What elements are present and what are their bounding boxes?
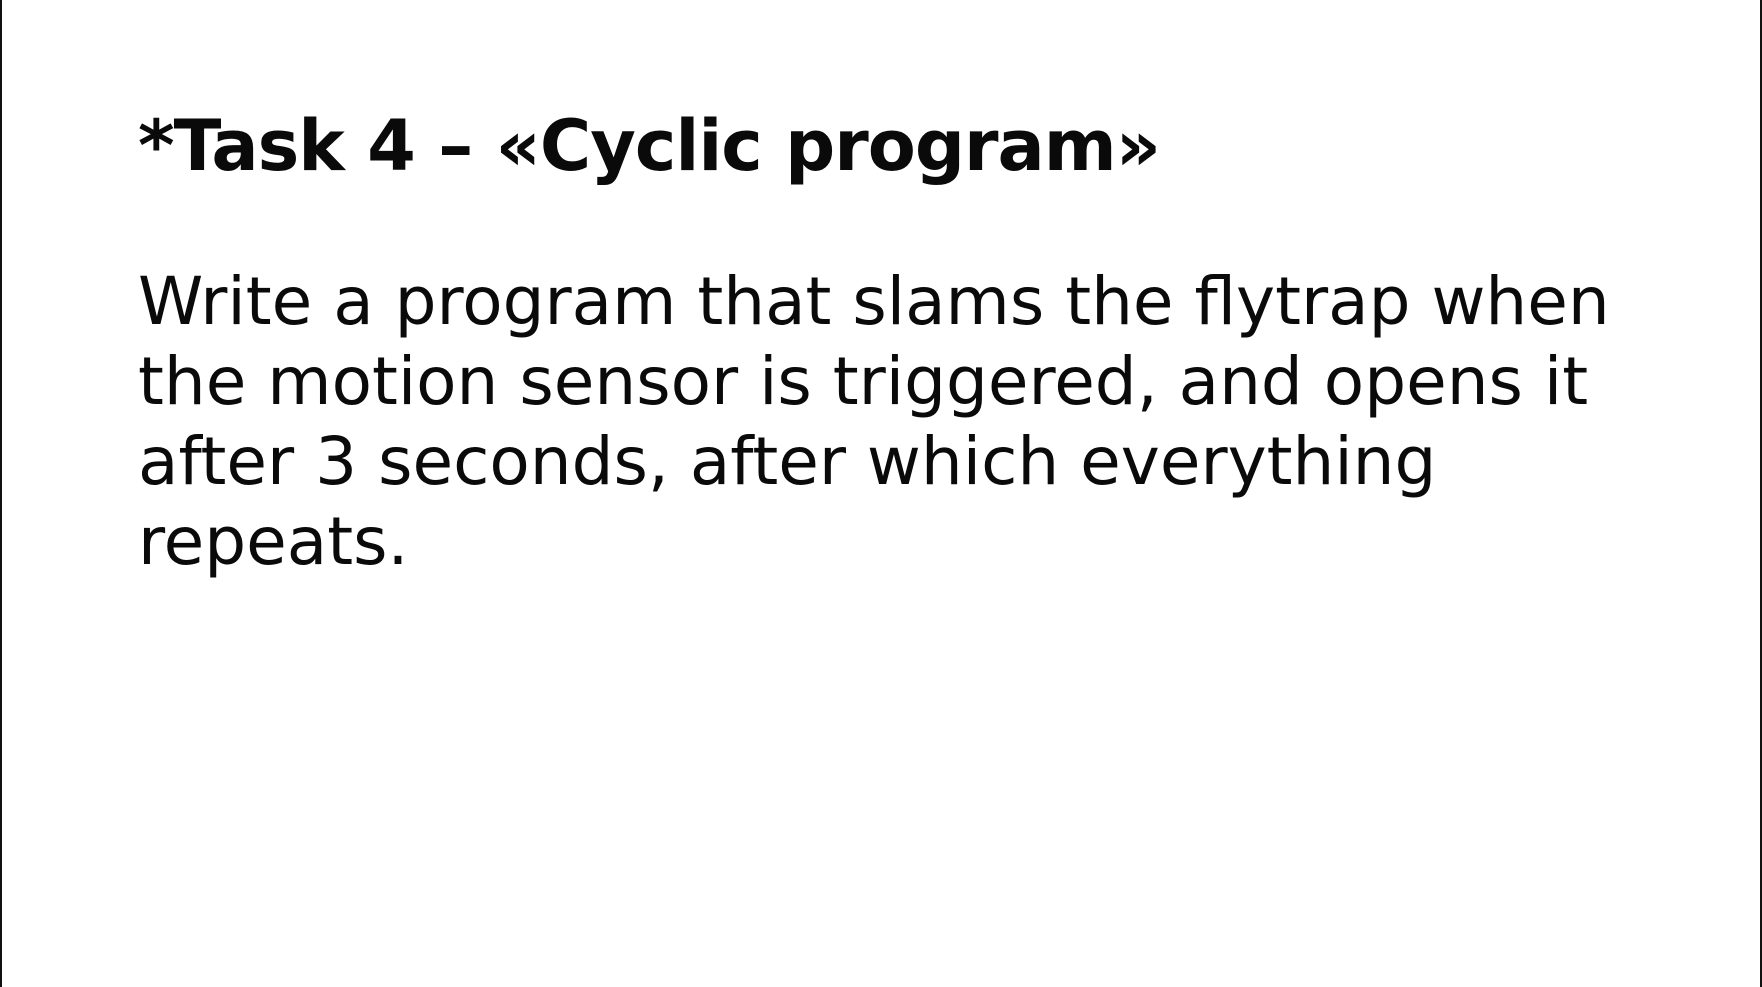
- slide-title: *Task 4 – «Cyclic program»: [138, 105, 1160, 187]
- task-description: Write a program that slams the flytrap when the motion sensor is triggered, and opens it after 3 seconds, after which everything repeats.: [138, 263, 1610, 580]
